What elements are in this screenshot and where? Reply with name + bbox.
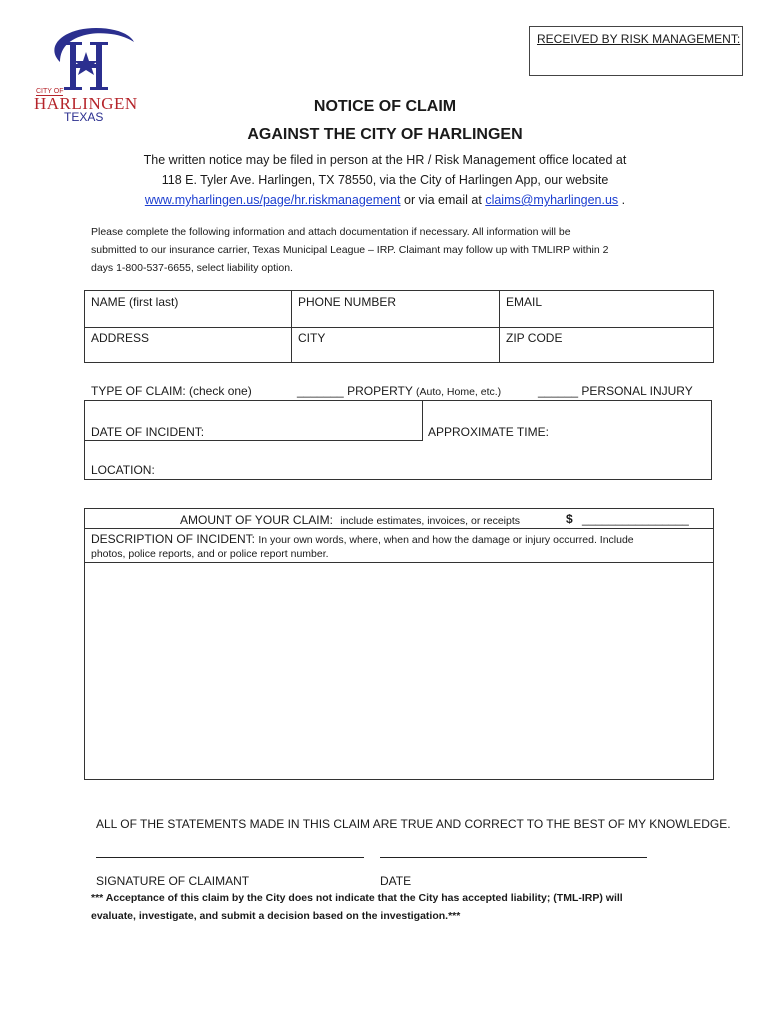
received-stamp-label: RECEIVED BY RISK MANAGEMENT: [537,32,741,46]
intro-line-3 [0,193,770,207]
description-note-1: In your own words, where, when and how the damage or injury occurred. Include [258,534,634,546]
city-field[interactable]: CITY [298,331,326,345]
description-input-area[interactable] [85,563,713,779]
description-label [91,532,634,546]
zip-field[interactable]: ZIP CODE [506,331,563,345]
incident-date-field[interactable]: DATE OF INCIDENT: [91,425,205,439]
property-option[interactable] [297,384,501,398]
address-field[interactable]: ADDRESS [91,331,150,345]
name-field[interactable]: NAME (first last) [91,295,179,309]
description-label-text: DESCRIPTION OF INCIDENT: [91,532,256,546]
page-title: NOTICE OF CLAIM [313,98,457,115]
property-note: (Auto, Home, etc.) [415,386,502,398]
signature-label: SIGNATURE OF CLAIMANT [96,874,250,888]
truth-statement: ALL OF THE STATEMENTS MADE IN THIS CLAIM ARE TRUE AND CORRECT TO THE BEST OF MY KNOWLEDGE. [96,817,731,831]
intro-line-2: 118 E. Tyler Ave. Harlingen, TX 78550, via the City of Harlingen App, our website [161,173,609,187]
incident-location-field[interactable]: LOCATION: [91,463,155,477]
property-checkbox-blank[interactable]: _______ [297,384,344,398]
disclaimer-line-2: evaluate, investigate, and submit a decision based on the investigation.*** [91,910,461,922]
phone-field[interactable]: PHONE NUMBER [298,295,397,309]
page-subtitle: AGAINST THE CITY OF HARLINGEN [247,126,523,143]
description-note-2: photos, police reports, and or police report number. [91,548,329,560]
logo-state: TEXAS [64,110,104,124]
date-line[interactable] [380,857,647,858]
amount-blank[interactable]: ________________ [582,512,689,526]
intro-end: . [621,193,626,207]
or-email-text: or via email at [404,193,482,207]
injury-checkbox-blank[interactable]: ______ [538,384,579,398]
injury-option[interactable] [538,384,693,398]
injury-label: PERSONAL INJURY [581,384,693,398]
amount-field[interactable] [566,512,689,526]
instructions-line-2: submitted to our insurance carrier, Texas Municipal League – IRP. Claimant may follow up with TMLIRP within 2 [91,244,609,256]
claim-type-label: TYPE OF CLAIM: (check one) [91,384,252,398]
amount-label-text: AMOUNT OF YOUR CLAIM: [180,513,333,527]
logo-city-of: CITY OF [36,88,64,95]
intro-line-1: The written notice may be filed in person at the HR / Risk Management office located at [143,153,627,167]
date-label: DATE [380,874,412,888]
logo-name: HARLINGEN [34,94,138,113]
claim-detail-box [84,508,714,780]
amount-note: include estimates, invoices, or receipts [340,515,520,527]
disclaimer-line-1: *** Acceptance of this claim by the City does not indicate that the City has accepted liability; (TML-IRP) will [91,892,623,904]
property-label: PROPERTY [347,384,413,398]
incident-time-field[interactable]: APPROXIMATE TIME: [428,425,549,439]
instructions-line-1: Please complete the following information and attach documentation if necessary. All information will be [91,226,571,238]
contact-grid [84,290,714,363]
instructions-line-3: days 1-800-537-6655, select liability option. [91,262,293,274]
amount-label [180,513,520,527]
website-link[interactable]: www.myharlingen.us/page/hr.riskmanagement [144,193,401,207]
currency-symbol: $ [566,512,573,526]
email-link[interactable]: claims@myharlingen.us [485,193,619,207]
email-field[interactable]: EMAIL [506,295,543,309]
signature-line[interactable] [96,857,364,858]
incident-box [84,400,712,480]
